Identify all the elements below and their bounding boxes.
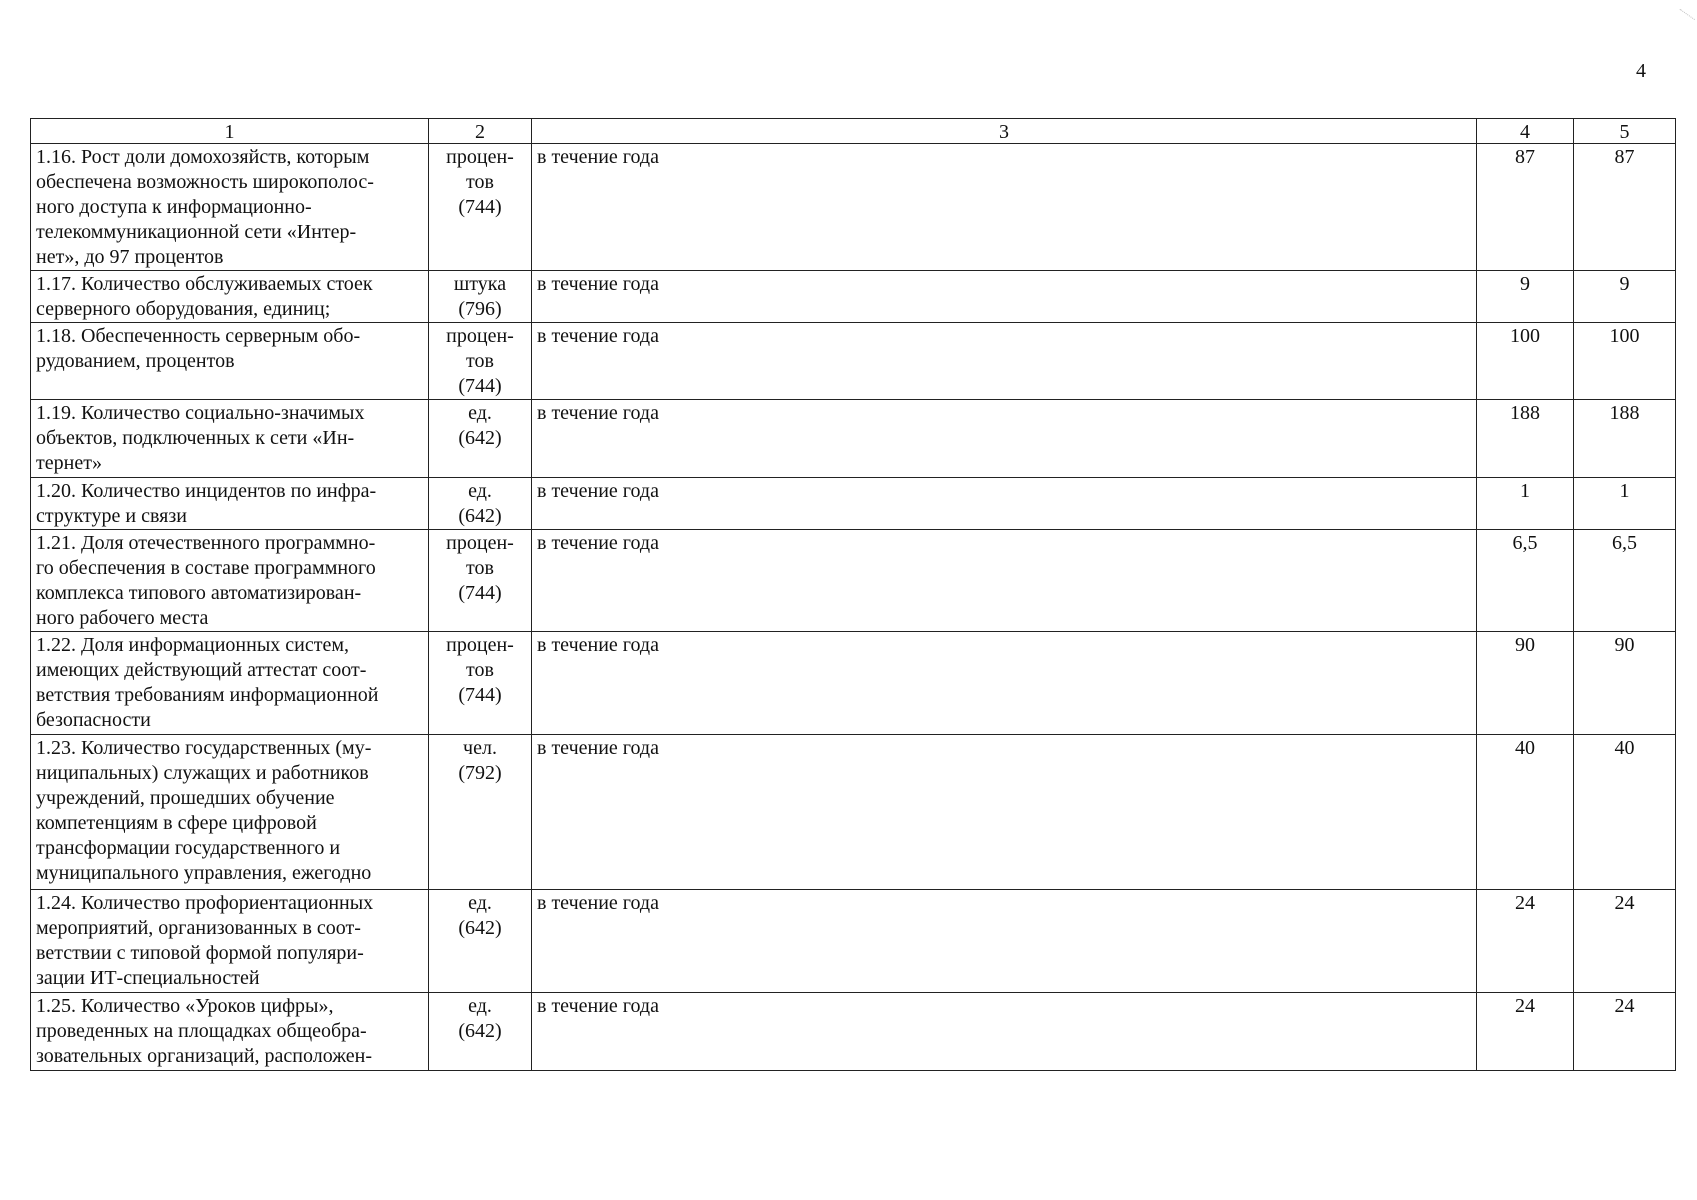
indicator-period: в течение года xyxy=(532,271,1477,323)
page-number: 4 xyxy=(1636,60,1646,82)
indicator-value-col5: 90 xyxy=(1574,632,1676,735)
indicator-value-col4: 40 xyxy=(1477,735,1574,890)
indicator-value-col4: 6,5 xyxy=(1477,530,1574,632)
column-header-1: 1 xyxy=(31,119,429,144)
indicator-description: 1.22. Доля информационных систем, имеющих действующий аттестат соот- ветствия требованиям информационной безопасности xyxy=(31,632,429,735)
indicator-period: в течение года xyxy=(532,530,1477,632)
indicator-value-col4: 24 xyxy=(1477,993,1574,1071)
table-row xyxy=(31,890,1676,993)
indicator-period: в течение года xyxy=(532,632,1477,735)
indicator-unit: процен- тов (744) xyxy=(429,530,532,632)
indicator-value-col5: 40 xyxy=(1574,735,1676,890)
indicator-description: 1.18. Обеспеченность серверным обо- рудованием, процентов xyxy=(31,323,429,400)
indicator-value-col4: 87 xyxy=(1477,144,1574,271)
indicator-value-col4: 24 xyxy=(1477,890,1574,993)
indicator-value-col4: 90 xyxy=(1477,632,1574,735)
indicator-period: в течение года xyxy=(532,890,1477,993)
indicator-description: 1.25. Количество «Уроков цифры», проведенных на площадках общеобра- зовательных организаций, расположен- xyxy=(31,993,429,1071)
column-header-2: 2 xyxy=(429,119,532,144)
table-row xyxy=(31,530,1676,632)
indicator-value-col5: 6,5 xyxy=(1574,530,1676,632)
indicator-description: 1.23. Количество государственных (му- ниципальных) служащих и работников учреждений, прошедших обучение компетенциям в сфере цифровой трансформации государственного и муниципального управления, ежегодно xyxy=(31,735,429,890)
indicator-description: 1.19. Количество социально-значимых объектов, подключенных к сети «Ин- тернет» xyxy=(31,400,429,478)
indicator-period: в течение года xyxy=(532,144,1477,271)
indicator-value-col5: 100 xyxy=(1574,323,1676,400)
table-row xyxy=(31,735,1676,890)
indicator-unit: ед. (642) xyxy=(429,890,532,993)
indicator-unit: ед. (642) xyxy=(429,400,532,478)
indicator-unit: штука (796) xyxy=(429,271,532,323)
column-header-5: 5 xyxy=(1574,119,1676,144)
indicator-value-col4: 1 xyxy=(1477,478,1574,530)
table-row xyxy=(31,632,1676,735)
indicator-unit: ед. (642) xyxy=(429,993,532,1071)
table-row xyxy=(31,144,1676,271)
indicator-description: 1.21. Доля отечественного программно- го обеспечения в составе программного комплекса типового автоматизирован- ного рабочего места xyxy=(31,530,429,632)
indicator-value-col4: 100 xyxy=(1477,323,1574,400)
indicator-value-col5: 87 xyxy=(1574,144,1676,271)
column-header-4: 4 xyxy=(1477,119,1574,144)
indicator-description: 1.16. Рост доли домохозяйств, которым обеспечена возможность широкополос- ного доступа к информационно- телекоммуникационной сети «Интер- нет», до 97 процентов xyxy=(31,144,429,271)
indicator-description: 1.24. Количество профориентационных мероприятий, организованных в соот- ветствии с типовой формой популяри- зации ИТ-специальностей xyxy=(31,890,429,993)
indicator-value-col4: 188 xyxy=(1477,400,1574,478)
indicator-value-col5: 9 xyxy=(1574,271,1676,323)
table-row xyxy=(31,271,1676,323)
table-row xyxy=(31,400,1676,478)
indicator-unit: процен- тов (744) xyxy=(429,323,532,400)
indicator-value-col5: 24 xyxy=(1574,993,1676,1071)
indicator-unit: чел. (792) xyxy=(429,735,532,890)
scan-mark xyxy=(1667,9,1695,38)
table-row xyxy=(31,323,1676,400)
indicator-value-col5: 188 xyxy=(1574,400,1676,478)
indicator-description: 1.20. Количество инцидентов по инфра- структуре и связи xyxy=(31,478,429,530)
indicator-period: в течение года xyxy=(532,478,1477,530)
indicator-description: 1.17. Количество обслуживаемых стоек серверного оборудования, единиц; xyxy=(31,271,429,323)
table-row xyxy=(31,478,1676,530)
indicator-unit: процен- тов (744) xyxy=(429,632,532,735)
table-header-row xyxy=(31,119,1676,144)
indicator-value-col4: 9 xyxy=(1477,271,1574,323)
indicators-table xyxy=(30,118,1676,1071)
indicator-unit: процен- тов (744) xyxy=(429,144,532,271)
table-row xyxy=(31,993,1676,1071)
indicator-period: в течение года xyxy=(532,735,1477,890)
column-header-3: 3 xyxy=(532,119,1477,144)
indicator-value-col5: 1 xyxy=(1574,478,1676,530)
indicator-period: в течение года xyxy=(532,323,1477,400)
indicator-period: в течение года xyxy=(532,400,1477,478)
indicator-unit: ед. (642) xyxy=(429,478,532,530)
indicator-period: в течение года xyxy=(532,993,1477,1071)
indicator-value-col5: 24 xyxy=(1574,890,1676,993)
